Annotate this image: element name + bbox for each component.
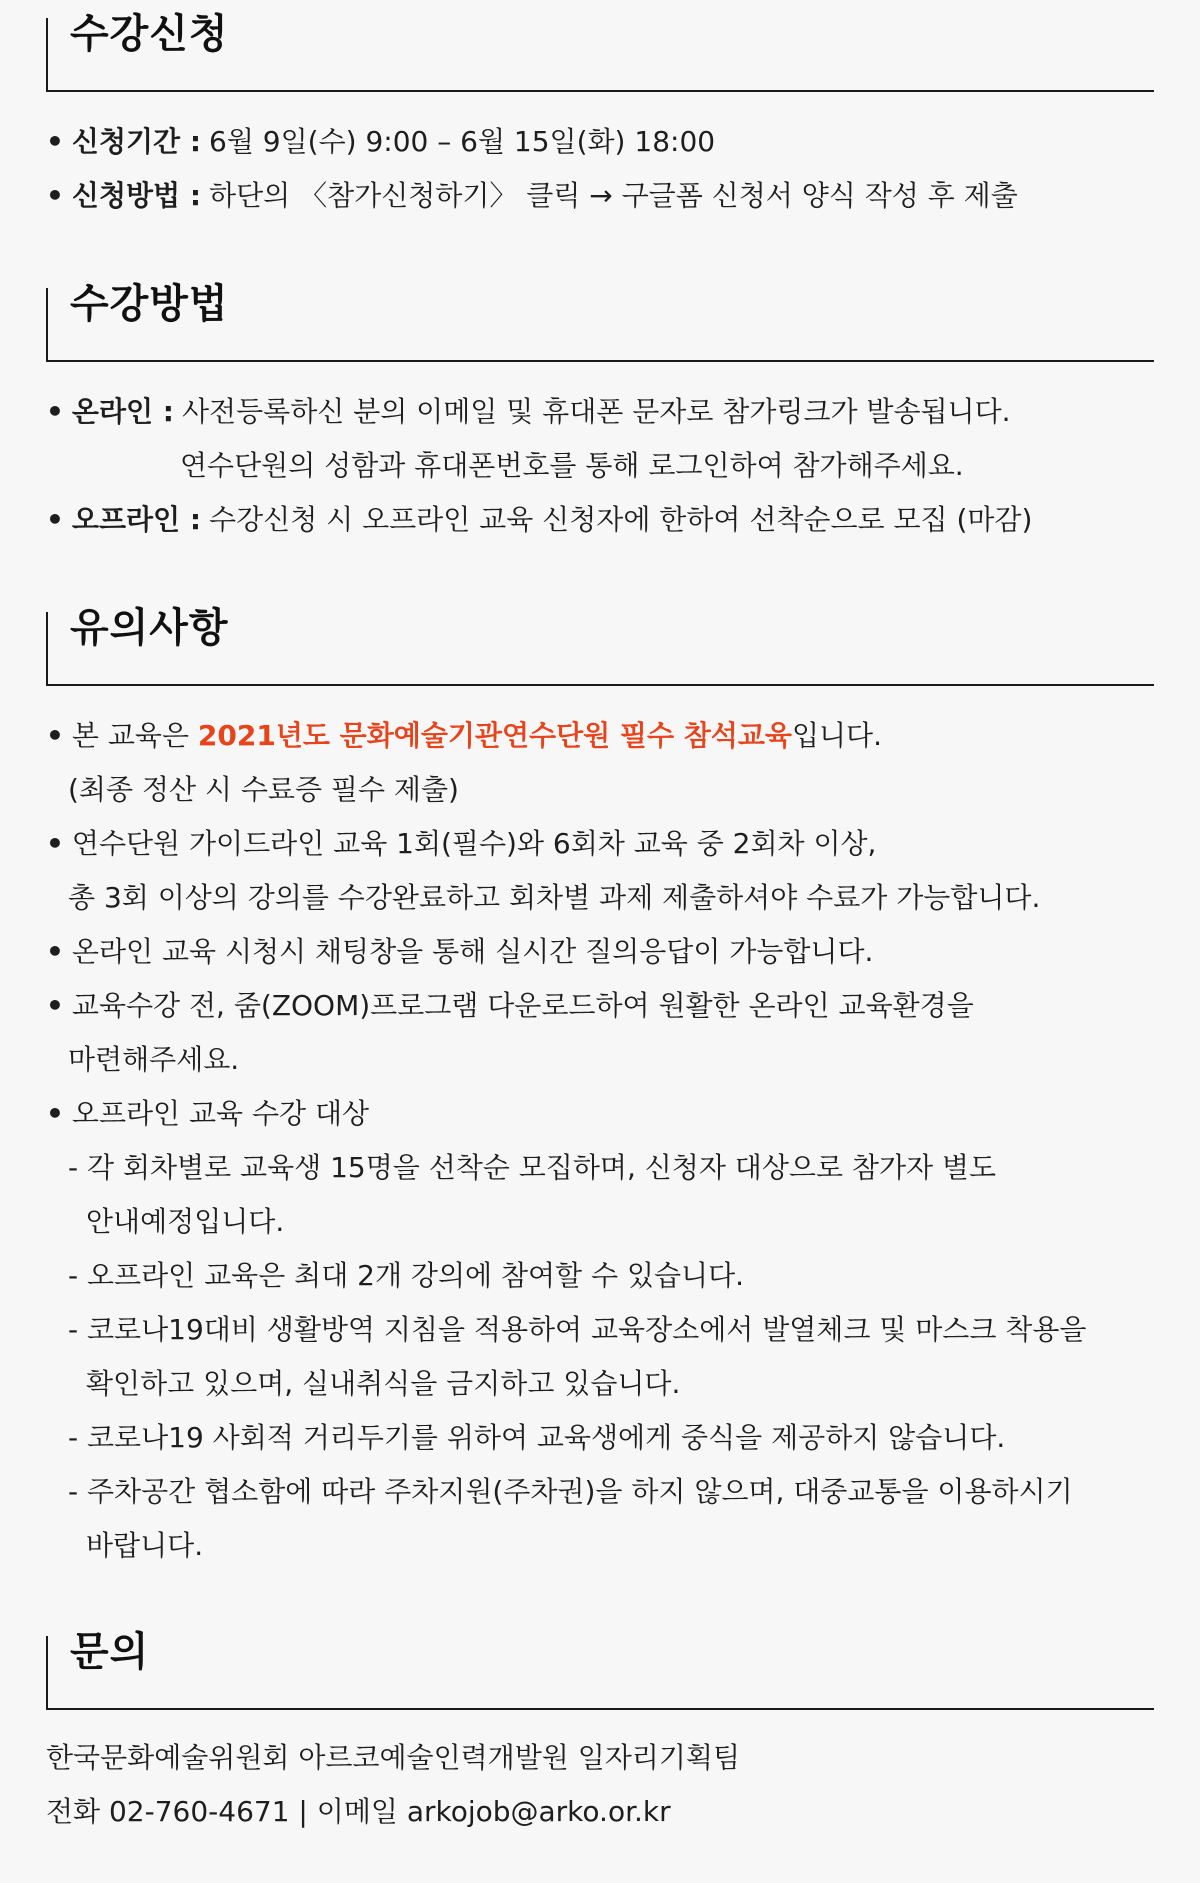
section-header: [46, 281, 1154, 362]
period-value: 6월 9일(수) 9:00 – 6월 15일(화) 18:00: [209, 125, 716, 158]
note-2-sub: 총 3회 이상의 강의를 수강완료하고 회차별 과제 제출하셔야 수료가 가능합니다.: [68, 881, 1041, 914]
offline-label: 오프라인 :: [71, 503, 202, 536]
note-1-sub: (최종 정산 시 수료증 필수 제출): [68, 773, 459, 806]
section-title: 수강방법: [70, 281, 229, 327]
section-contact: [46, 1629, 1154, 1828]
section-header: [46, 11, 1154, 92]
period-row: [46, 124, 715, 160]
note-5-text: 오프라인 교육 수강 대상: [71, 1097, 370, 1130]
section-header: [46, 605, 1154, 686]
detail-5: - 주차공간 협소함에 따라 주차지원(주차권)을 하지 않으며, 대중교통을 이용하시기: [68, 1475, 1073, 1508]
note-2: [46, 826, 876, 862]
period-label: 신청기간 :: [71, 125, 202, 158]
bullet: •: [46, 827, 64, 860]
bullet: •: [46, 935, 64, 968]
method-value: 하단의 〈참가신청하기〉 클릭 → 구글폼 신청서 양식 작성 후 제출: [209, 179, 1018, 212]
note-1-highlight: 2021년도 문화예술기관연수단원 필수 참석교육: [197, 719, 792, 752]
detail-1-sub: 안내예정입니다.: [86, 1205, 285, 1238]
bullet: •: [46, 719, 64, 752]
note-3: [46, 934, 873, 970]
bullet: •: [46, 989, 64, 1022]
note-4: [46, 988, 974, 1024]
detail-4: - 코로나19 사회적 거리두기를 위하여 교육생에게 중식을 제공하지 않습니다.: [68, 1421, 1006, 1454]
online-label: 온라인 :: [71, 395, 174, 428]
bullet: •: [46, 503, 64, 536]
bullet: •: [46, 1097, 64, 1130]
note-1-pre: 본 교육은: [71, 719, 198, 752]
detail-1: - 각 회차별로 교육생 15명을 선착순 모집하며, 신청자 대상으로 참가자 별도: [68, 1151, 997, 1184]
note-5: [46, 1096, 369, 1132]
section-registration: [46, 11, 1154, 212]
detail-3: - 코로나19대비 생활방역 지침을 적용하여 교육장소에서 발열체크 및 마스크 착용을: [68, 1313, 1087, 1346]
section-header: [46, 1629, 1154, 1710]
online-row-continued: [180, 448, 964, 484]
note-4-text: 교육수강 전, 줌(ZOOM)프로그램 다운로드하여 원활한 온라인 교육환경을: [71, 989, 974, 1022]
note-1: [46, 718, 882, 754]
bullet: •: [46, 395, 64, 428]
detail-2: - 오프라인 교육은 최대 2개 강의에 참여할 수 있습니다.: [68, 1259, 745, 1292]
section-method: [46, 281, 1154, 536]
online-row: [46, 394, 1011, 430]
detail-3-sub: 확인하고 있으며, 실내취식을 금지하고 있습니다.: [86, 1367, 681, 1400]
note-1-post: 입니다.: [791, 719, 882, 752]
detail-5-sub: 바랍니다.: [86, 1529, 204, 1562]
offline-value: 수강신청 시 오프라인 교육 신청자에 한하여 선착순으로 모집 (마감): [209, 503, 1033, 536]
bullet: •: [46, 179, 64, 212]
contact-org: 한국문화예술위원회 아르코예술인력개발원 일자리기획팀: [46, 1741, 741, 1774]
contact-info: 전화 02-760-4671 | 이메일 arkojob@arko.or.kr: [46, 1795, 671, 1828]
bullet: •: [46, 125, 64, 158]
note-4-sub: 마련해주세요.: [68, 1043, 240, 1076]
offline-row: [46, 502, 1032, 538]
section-title: 문의: [70, 1629, 150, 1675]
method-row: [46, 178, 1018, 214]
note-3-text: 온라인 교육 시청시 채팅창을 통해 실시간 질의응답이 가능합니다.: [71, 935, 874, 968]
online-value: 사전등록하신 분의 이메일 및 휴대폰 문자로 참가링크가 발송됩니다.: [182, 395, 1011, 428]
section-title: 수강신청: [70, 11, 229, 57]
online-value-2: 연수단원의 성함과 휴대폰번호를 통해 로그인하여 참가해주세요.: [180, 449, 964, 482]
section-notes: [46, 605, 1154, 1562]
method-label: 신청방법 :: [71, 179, 202, 212]
section-title: 유의사항: [70, 605, 229, 651]
note-2-text: 연수단원 가이드라인 교육 1회(필수)와 6회차 교육 중 2회차 이상,: [71, 827, 877, 860]
